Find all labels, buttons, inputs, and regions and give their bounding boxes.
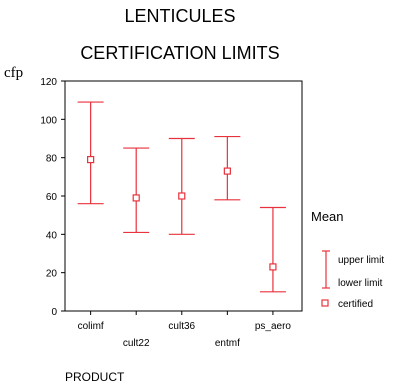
- y-axis-ticks: [40, 77, 65, 318]
- y-tick-label: 100: [40, 115, 57, 127]
- certified-marker: [270, 264, 276, 270]
- y-tick-label: 80: [45, 153, 57, 165]
- legend-range-symbol: [322, 251, 330, 288]
- legend-item-lower-limit: lower limit: [338, 278, 383, 289]
- x-tick-label: ps_aero: [254, 321, 292, 332]
- chart-title-line-2: CERTIFICATION LIMITS: [80, 43, 280, 63]
- certified-marker: [88, 157, 94, 163]
- legend-title: Mean: [311, 209, 344, 224]
- y-tick-label: 20: [45, 268, 57, 280]
- y-axis-label: cfp: [4, 65, 24, 81]
- y-tick-label: 0: [51, 307, 57, 318]
- certified-marker: [224, 168, 230, 174]
- x-axis-ticks: [78, 311, 292, 349]
- x-axis-label: PRODUCT: [65, 370, 125, 384]
- x-tick-label: cult22: [122, 338, 150, 349]
- legend: [311, 209, 384, 310]
- y-tick-label: 40: [45, 230, 57, 242]
- chart-title-line-1: LENTICULES: [124, 6, 236, 26]
- x-tick-label: cult36: [168, 321, 196, 332]
- legend-item-upper-limit: upper limit: [338, 255, 385, 266]
- y-tick-label: 60: [45, 192, 57, 203]
- certified-marker: [179, 193, 185, 199]
- error-bars: [78, 102, 286, 292]
- x-tick-label: colimf: [77, 321, 104, 332]
- x-tick-label: entmf: [214, 338, 240, 349]
- legend-item-certified: certified: [338, 299, 374, 310]
- certified-marker: [133, 195, 139, 201]
- y-tick-label: 120: [40, 77, 57, 88]
- legend-certified-marker: [322, 300, 328, 306]
